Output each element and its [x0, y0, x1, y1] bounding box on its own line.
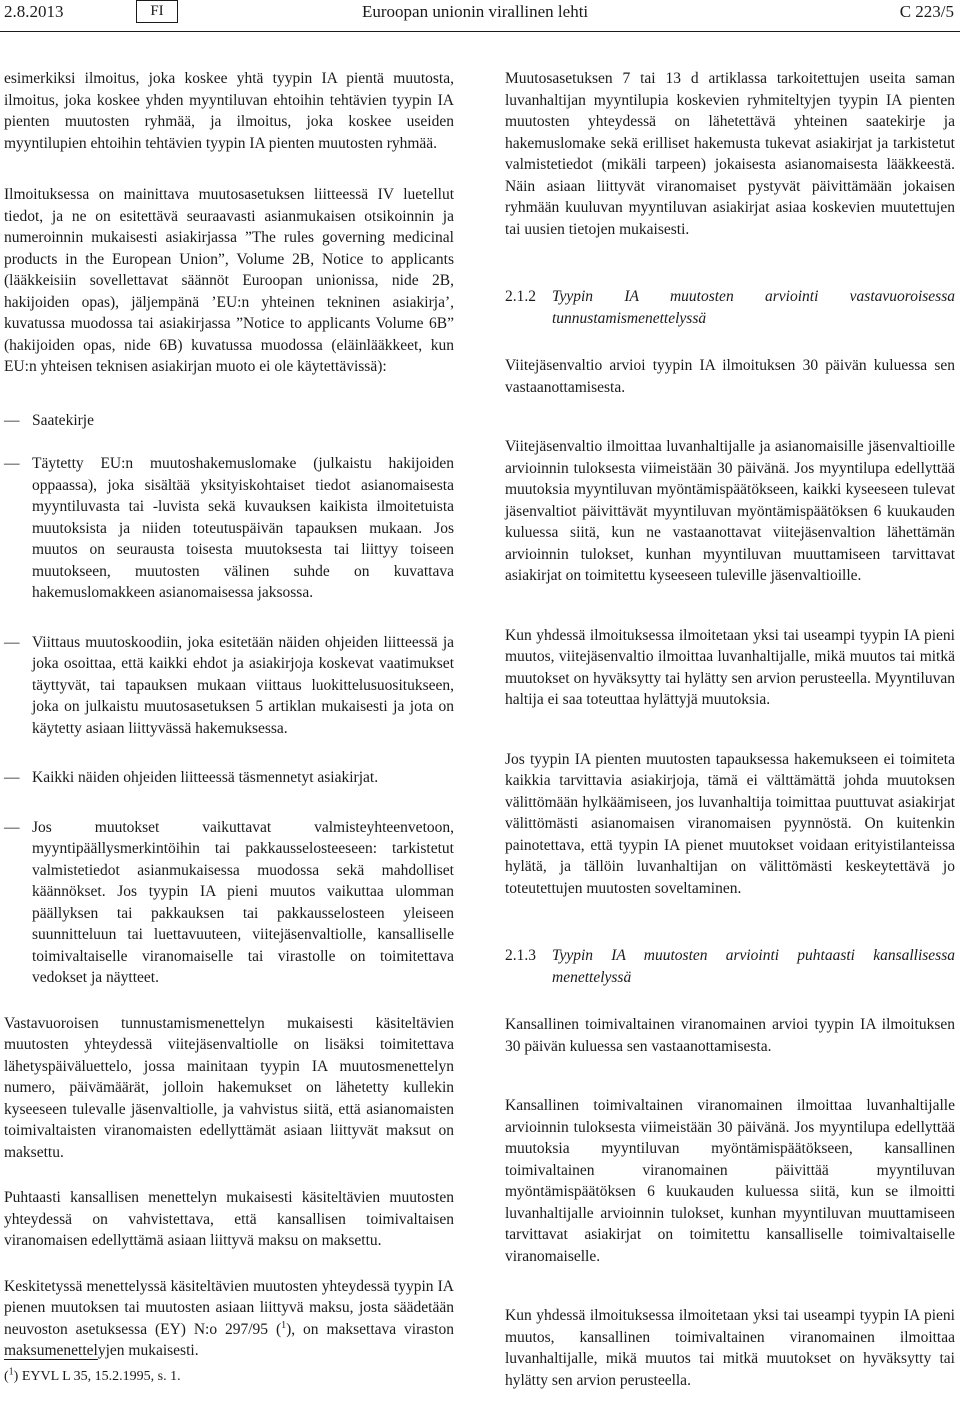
section-number: 2.1.3 [505, 947, 536, 964]
paragraph: esimerkiksi ilmoitus, joka koskee yhtä tyypin IA pientä muutosta, ilmoitus, joka koskee yhden myyntiluvan ehtoihin tehtävien tyypin IA pienten muutosten ryhmää, ja ilmoitus, joka koskee useiden myyntilupien ehtoihin tehtävien tyypin IA pienten muutosten ryhmää. [4, 70, 454, 152]
paragraph: Kansallinen toimivaltainen viranomainen ilmoittaa luvanhaltijalle arvioinnin tuloksesta viimeistään 30 päivänä. Jos myyntilupa edellyttää muutoksia myyntiluvan myöntämispäätökseen, kansallinen toimivaltainen viranomainen päivittää myyntiluvan myöntämispäätöksen 6 kuukauden kuluessa siitä, kun se ilmoitti luvanhaltijalle arvioinnin tulokset, kunhan myyntiluvan muuttamiseen tarvittavat asiakirjat on toimitettu kansalliselle toimivaltaiselle viranomaiselle. [505, 1097, 955, 1265]
paragraph-text: Keskitetyssä menettelyssä käsiteltävien muutosten yhteydessä tyypin IA pienen muutoksen tai muutosten asiaan liittyvä maksu, josta säädetään neuvoston asetuksessa (EY) N:o 297/95 ( [4, 1277, 454, 1338]
list-item-text: Jos muutokset vaikuttavat valmisteyhteenvetoon, myyntipäällysmerkintöihin tai pakkausselosteeseen: tarkistetut valmistetiedot asianmukaisessa muodossa sekä mahdolliset käännökset. Jos tyypin IA pieni muutos vaikuttaa ulomman päällyksen tai pakkauksen tai pakkausselosteen yleiseen suunnitteluun tai luettavuuteen, viitejäsenvaltiolle, kansalliselle toimivaltaiselle viranomaiselle tai virastolle on toimitettava vedokset ja näytteet. [32, 818, 454, 986]
paragraph: Ilmoituksessa on mainittava muutosasetuksen liitteessä IV luetellut tiedot, ja ne on esitettävä seuraavasti asianmukaisen otsikoinnin ja numeroinnin mukaisesti asiakirjassa ”The rules governing medicinal products in the European Union”, Volume 2B, Notice to applicants (lääkkeisiin sovellettavat säännöt Euroopan unionissa, nide 2B, hakijoiden opas), jäljempänä ’EU:n yhteinen tekninen asiakirja’, kuvatussa muodossa tai asiakirjassa ”Notice to applicants Volume 6B” (hakijoiden opas, nide 6B) kuvatussa muodossa (eläinlääkkeet, kun EU:n yhteisen teknisen asiakirjan muoto ei ole käytettävissä): [4, 186, 454, 375]
paragraph: Puhtaasti kansallisen menettelyn mukaisesti käsiteltävien muutosten yhteydessä on vahvistettava, että kansallisen toimivaltaisen viranomaisen edellyttämä asiaan liittyvä maksu on maksettu. [4, 1189, 454, 1249]
language-box: FI [136, 0, 178, 23]
paragraph: Viitejäsenvaltio arvioi tyypin IA ilmoituksen 30 päivän kuluessa sen vastaanottamisesta. [505, 357, 955, 396]
list-item [4, 767, 454, 789]
section-heading [505, 286, 955, 329]
list-item [4, 410, 454, 432]
paragraph: Muutosasetuksen 7 tai 13 d artiklassa tarkoitettujen useita saman luvanhaltijan myyntilupia koskevien ryhmiteltyjen tyypin IA pienten muutosten yhteydessä on lähetettävä yhteinen saatekirje ja hakemuslomake sekä erilliset hakemusta tukevat asiakirjat ja tarkistetut valmistetiedot (mikäli tarpeen) jokaisesta asianomaisesta lääkkeestä. Näin asiaan liittyvät viranomaiset pystyvät päivittämään jokaisen ryhmään kuuluvan myyntiluvan asiakirjat asiaa koskevien muutettujen tai uusien tietojen mukaisesti. [505, 70, 955, 238]
paragraph: Viitejäsenvaltio ilmoittaa luvanhaltijalle ja asianomaisille jäsenvaltioille arvioinnin tuloksesta viimeistään 30 päivänä. Jos myyntilupa edellyttää muutoksia myyntiluvan myöntämispäätökseen, kaikki kyseeseen tulevat jäsenvaltiot päivittävät myyntiluvan myöntämispäätöksen 6 kuukauden kuluessa siitä, kun ne vastaanottavat viitejäsenvaltion lähettämän arvioinnin tulokset, kunhan myyntiluvan muuttamiseen tarvittavat asiakirjat on toimitettu kyseeseen tuleville jäsenvaltioille. [505, 438, 955, 584]
footnote-number: 1 [8, 1366, 14, 1378]
dash-marker: — [4, 769, 20, 786]
left-column [4, 68, 454, 1392]
paragraph: Kun yhdessä ilmoituksessa ilmoitetaan yksi tai useampi tyypin IA pieni muutos, viitejäsenvaltio ilmoittaa luvanhaltijalle, mikä muutos tai mitkä muutokset on hyväksytty tai hylätty sen arvion perusteella. Myyntiluvan haltija ei saa toteuttaa hylättyjä muutoksia. [505, 626, 955, 708]
list-item [4, 817, 454, 989]
paragraph: Vastavuoroisen tunnustamismenettelyn mukaisesti käsiteltävien muutosten yhteydessä viitejäsenvaltiolle on lisäksi toimitettava lähetyspäiväluettelo, jossa mainitaan tyypin IA muutosmenettelyn numero, päivämäärät, jolloin hakemukset on lähetetty kullekin kyseeseen tulevalle jäsenvaltiolle, ja vahvistus siitä, että asianomaisten toimivaltaisten viranomaisten edellyttämät asiaan liittyvät maksut on maksettu. [4, 1014, 454, 1161]
paragraph [4, 1276, 454, 1362]
list-item-text: Kaikki näiden ohjeiden liitteessä täsmennetyt asiakirjat. [32, 769, 379, 786]
dash-marker: — [4, 455, 20, 472]
dash-marker: — [4, 633, 20, 651]
footnote-ref[interactable]: 1 [281, 1319, 287, 1331]
right-column [505, 68, 955, 1421]
footnote: ($^1$) EYVL L 35, 15.2.1995, s. 1. [4, 1366, 181, 1384]
footnote-text: EYVL L 35, 15.2.1995, s. 1. [18, 1369, 181, 1384]
section-heading [505, 945, 955, 988]
page-reference: C 223/5 [899, 2, 954, 21]
issue-date: 2.8.2013 [4, 2, 64, 21]
section-number: 2.1.2 [505, 288, 536, 305]
paragraph-text: ), on maksettava viraston maksumenettelyjen mukaisesti. [4, 1320, 454, 1359]
list-item-text: Viittaus muutoskoodiin, joka esitetään näiden ohjeiden liitteessä ja joka osoittaa, että kaikki ehdot ja asiakirjoja koskevat vaatimukset täyttyvät, tai tapauksen mukaan viittaus luokittelusuositukseen, joka on julkaistu muutosasetuksen 5 artiklan mukaisesti ja jota on käytetty asiaan liittyvässä hakemuksessa. [32, 633, 454, 737]
section-title: Tyypin IA muutosten arviointi puhtaasti kansallisessa menettelyssä [552, 947, 955, 986]
paragraph: Kansallinen toimivaltainen viranomainen arvioi tyypin IA ilmoituksen 30 päivän kuluessa sen vastaanottamisesta. [505, 1016, 955, 1055]
list-item-text: Täytetty EU:n muutoshakemuslomake (julkaistu hakijoiden oppaassa), joka sisältää yksityiskohtaiset tiedot asianomaisesta myyntiluvasta tai -luvista sekä kuvauksen kaikista ilmoitetuista muutoksista ja niiden toteutuspäivän tapauksen mukaan. Jos muutos on seurausta toisesta muutoksesta tai liittyy toiseen muutokseen, muutosten välinen suhde on kuvattava hakemuslomakkeen asianomaisessa jaksossa. [32, 455, 454, 601]
footnote-rule [4, 1359, 98, 1360]
header-rule [0, 31, 960, 32]
paragraph: Jos tyypin IA pienten muutosten tapauksessa hakemukseen ei toimiteta kaikkia tarvittavia asiakirjoja, tämä ei välttämättä johda muutoksen välittömään hylkäämiseen, jos luvanhaltija toimittaa puuttuvat asiakirjat välittömästi asianomaisen viranomaisen pyynnöstä. On kuitenkin painotettava, että tyypin IA pienet muutokset voidaan erityistilanteissa hylätä, ja tällöin luvanhaltijan on välittömästi keskeytettävä jo toteutettujen muutosten soveltaminen. [505, 750, 955, 897]
list-item [4, 632, 454, 740]
paragraph: Kun yhdessä ilmoituksessa ilmoitetaan yksi tai useampi tyypin IA pieni muutos, kansallinen toimivaltainen viranomainen ilmoittaa luvanhaltijalle, mikä muutos tai mitkä muutokset on hyväksytty tai hylätty sen arvion perusteella. [505, 1307, 955, 1389]
journal-title: Euroopan unionin virallinen lehti [362, 2, 589, 21]
section-title: Tyypin IA muutosten arviointi vastavuoroisessa tunnustamismenettelyssä [552, 288, 955, 327]
dash-marker: — [4, 411, 20, 429]
dash-marker: — [4, 818, 20, 836]
page-header [0, 0, 960, 30]
list-item [4, 453, 454, 604]
list-item-text: Saatekirje [32, 411, 94, 429]
